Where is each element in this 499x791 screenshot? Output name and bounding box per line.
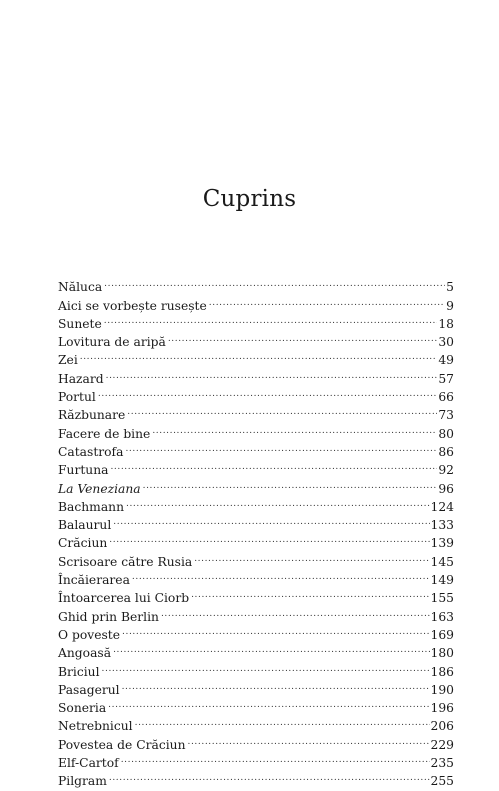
toc-entry-page-number: 49	[438, 353, 454, 368]
toc-dot-leader	[109, 767, 430, 785]
toc-entry-title: Angoasă	[58, 646, 112, 661]
toc-dot-leader	[132, 566, 430, 584]
toc-entry	[58, 328, 454, 350]
toc-entry-page-number: 163	[430, 609, 454, 624]
toc-entry-title: Încăierarea	[58, 573, 130, 588]
toc-dot-leader	[188, 730, 430, 748]
toc-entry-title: Netrebnicul	[58, 719, 133, 734]
toc-entry-title: La Veneziana	[58, 481, 141, 496]
toc-entry-page-number: 180	[430, 646, 454, 661]
toc-entry-title: Soneria	[58, 701, 107, 716]
toc-dot-leader	[194, 547, 429, 565]
toc-entry-page-number: 196	[430, 701, 454, 716]
toc-entry	[58, 676, 454, 697]
toc-entry-page-number: 57	[438, 371, 454, 386]
toc-dot-leader	[125, 438, 437, 456]
toc-entry-title: Briciul	[58, 664, 100, 679]
toc-entry-page-number: 124	[430, 499, 454, 514]
toc-dot-leader	[161, 602, 430, 620]
toc-dot-leader	[108, 694, 429, 712]
toc-entry	[58, 273, 454, 295]
toc-entry	[58, 346, 454, 368]
table-of-contents	[58, 273, 454, 789]
toc-entry	[58, 657, 454, 679]
toc-entry-page-number: 133	[430, 518, 454, 533]
toc-entry-page-number: 96	[438, 481, 454, 496]
toc-entry-title: Năluca	[58, 280, 103, 295]
toc-dot-leader	[102, 657, 430, 675]
toc-entry-page-number: 18	[438, 316, 454, 331]
toc-dot-leader	[80, 346, 438, 364]
toc-entry-page-number: 5	[446, 280, 454, 295]
toc-entry-page-number: 229	[430, 737, 454, 752]
toc-dot-leader	[209, 291, 445, 309]
toc-entry-title: Lovitura de aripă	[58, 335, 166, 350]
toc-dot-leader	[122, 621, 429, 639]
toc-dot-leader	[135, 712, 430, 730]
toc-entry-title: Pasagerul	[58, 682, 120, 697]
toc-dot-leader	[110, 456, 437, 474]
toc-entry	[58, 767, 454, 789]
toc-dot-leader	[143, 474, 438, 492]
toc-entry-title: Facere de bine	[58, 426, 151, 441]
toc-entry-title: Ghid prin Berlin	[58, 609, 159, 624]
toc-dot-leader	[104, 273, 445, 291]
toc-entry-title: Bachmann	[58, 499, 125, 514]
toc-entry-page-number: 190	[430, 682, 454, 697]
toc-entry-title: Întoarcerea lui Ciorb	[58, 591, 190, 606]
toc-entry-title: Răzbunare	[58, 408, 126, 423]
toc-dot-leader	[104, 310, 438, 328]
page-title: Cuprins	[202, 186, 297, 212]
toc-entry	[58, 310, 454, 331]
toc-entry-title: Portul	[58, 390, 96, 405]
toc-entry	[58, 401, 454, 423]
toc-entry-page-number: 73	[438, 408, 454, 423]
toc-dot-leader	[121, 749, 430, 767]
toc-entry-page-number: 206	[430, 719, 454, 734]
toc-entry-title: Scrisoare către Rusia	[58, 554, 193, 569]
toc-dot-leader	[126, 493, 430, 511]
toc-entry-page-number: 149	[430, 573, 454, 588]
toc-entry	[58, 529, 454, 551]
toc-entry	[58, 474, 454, 496]
toc-entry-page-number: 255	[430, 774, 454, 789]
toc-entry-page-number: 155	[430, 591, 454, 606]
toc-entry-title: Aici se vorbește rusește	[58, 298, 207, 313]
toc-entry	[58, 291, 454, 313]
toc-entry	[58, 712, 454, 734]
toc-entry-title: Povestea de Crăciun	[58, 737, 186, 752]
toc-entry	[58, 547, 454, 569]
toc-entry-page-number: 145	[430, 554, 454, 569]
toc-entry	[58, 511, 454, 533]
toc-entry-page-number: 235	[430, 756, 454, 771]
toc-entry-page-number: 9	[446, 298, 454, 313]
toc-entry-title: Catastrofa	[58, 444, 124, 459]
toc-dot-leader	[106, 364, 438, 382]
toc-entry-title: O poveste	[58, 627, 121, 642]
toc-dot-leader	[168, 328, 438, 346]
toc-dot-leader	[122, 676, 430, 694]
toc-entry-page-number: 30	[438, 335, 454, 350]
toc-entry-page-number: 80	[438, 426, 454, 441]
toc-entry	[58, 639, 454, 661]
toc-entry	[58, 383, 454, 405]
toc-entry-title: Furtuna	[58, 463, 109, 478]
toc-entry-page-number: 86	[438, 444, 454, 459]
toc-entry-title: Sunete	[58, 316, 102, 331]
toc-entry-page-number: 169	[430, 627, 454, 642]
toc-entry-page-number: 92	[438, 463, 454, 478]
toc-entry-page-number: 186	[430, 664, 454, 679]
toc-entry-page-number: 139	[430, 536, 454, 551]
toc-entry	[58, 456, 454, 478]
toc-entry-title: Elf-Cartof	[58, 756, 119, 771]
toc-dot-leader	[191, 584, 429, 602]
toc-dot-leader	[113, 511, 429, 529]
toc-dot-leader	[109, 529, 429, 547]
toc-entry-page-number: 66	[438, 390, 454, 405]
toc-dot-leader	[113, 639, 429, 657]
toc-dot-leader	[152, 419, 437, 437]
toc-entry-title: Zei	[58, 353, 78, 368]
toc-dot-leader	[127, 401, 437, 419]
toc-entry	[58, 694, 454, 716]
toc-entry	[58, 364, 454, 386]
toc-entry-title: Hazard	[58, 371, 104, 386]
toc-entry-title: Pilgram	[58, 774, 107, 789]
toc-entry-title: Crăciun	[58, 536, 108, 551]
toc-dot-leader	[98, 383, 437, 401]
toc-entry-title: Balaurul	[58, 518, 112, 533]
